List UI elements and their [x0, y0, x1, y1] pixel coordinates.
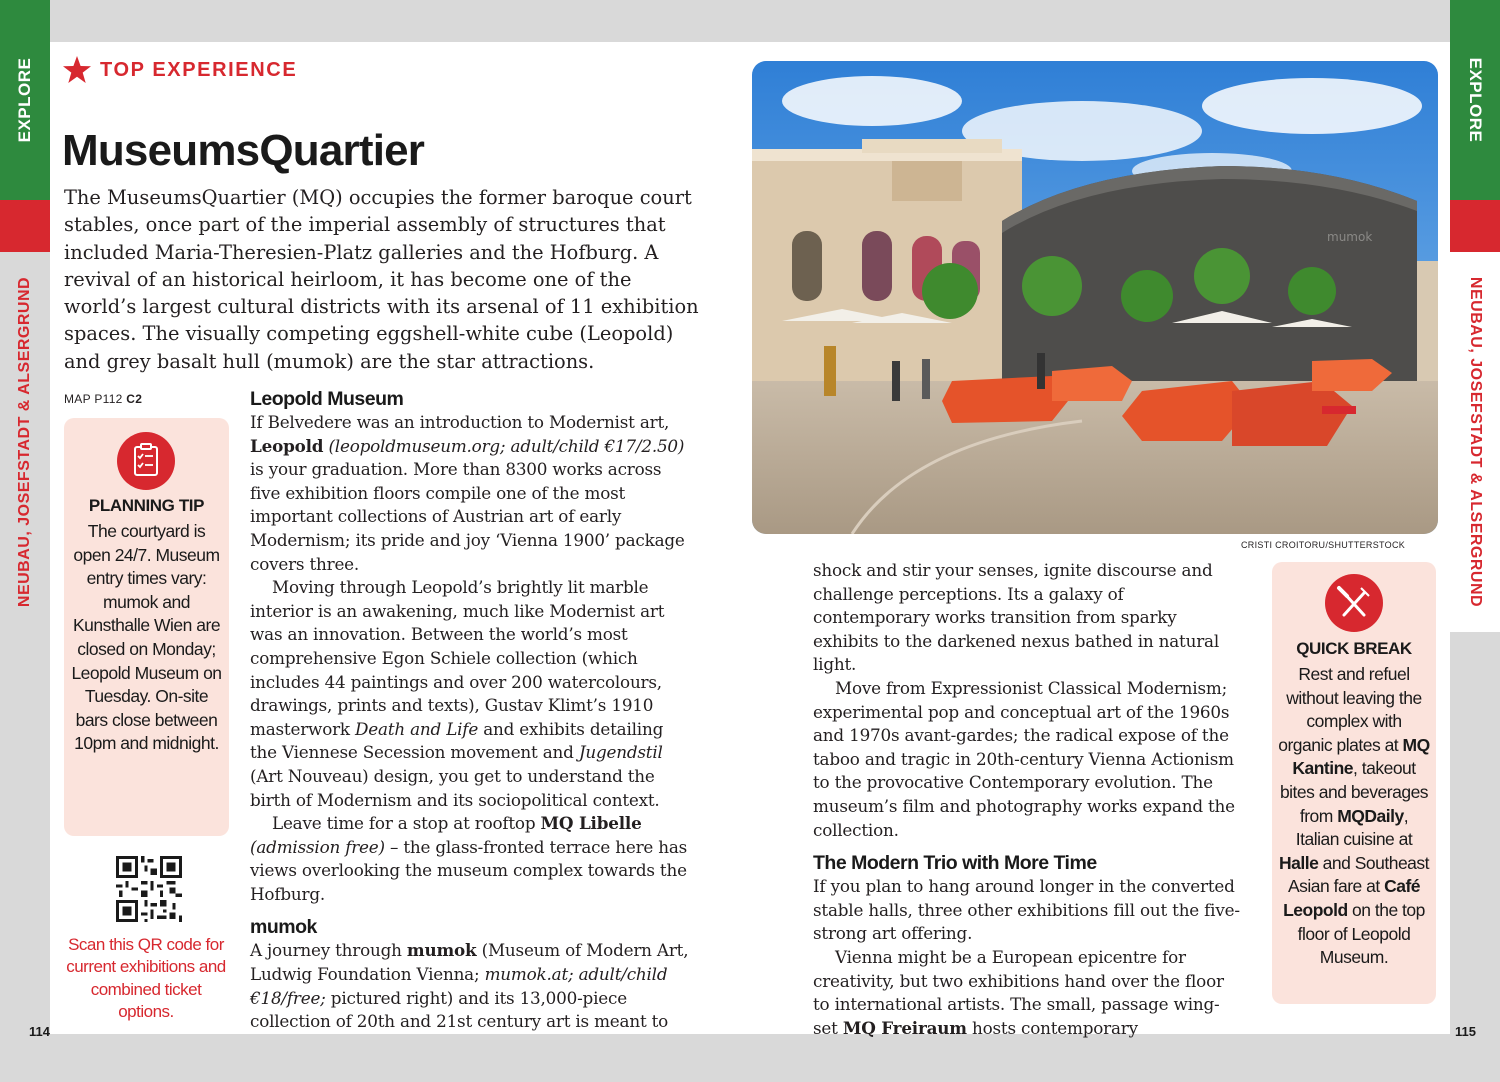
leopold-paragraph-1: If Belvedere was an introduction to Modernist art, Leopold (leopoldmuseum.org; adult/child €17/2.50) is your graduation. More than 8300 works across five exhibition floors compile one of the most important collections of Austrian art of early Modernism; its pride and joy ‘Vienna 1900’ package covers three. — [250, 412, 685, 574]
map-reference — [64, 392, 142, 406]
mumok-name: mumok — [406, 940, 477, 961]
planning-tip-body: The courtyard is open 24/7. Museum entry times vary: mumok and Kunsthalle Wien are closed on Monday; Leopold Museum on Tuesday. On-site bars close between 10pm and midnight. — [71, 521, 222, 754]
mq-freiraum-name: MQ Freiraum — [842, 1017, 967, 1038]
top-experience-kicker — [62, 55, 297, 85]
fork-knife-icon — [1325, 574, 1383, 632]
mq-libelle-name: MQ Libelle — [540, 813, 642, 834]
map-ref-label: MAP P112 — [64, 392, 123, 406]
leopold-heading: Leopold Museum — [250, 388, 404, 410]
planning-tip-box — [64, 418, 229, 836]
mumok-heading: mumok — [250, 916, 317, 939]
modern-trio-heading: The Modern Trio with More Time — [813, 852, 1097, 875]
leopold-paragraph-2: Moving through Leopold’s brightly lit marble interior is an awakening, much like Modernist art was an innovation. Between the world’s most comprehensive Egon Schiele collection (which includes 44 paintings and over 200 watercolours, drawings, prints and texts), Gustav Klimt’s 1910 masterwork Death and Life and exhibits detailing the Viennese Secession movement and Jugendstil (Art Nouveau) design, you get to understand the birth of Modernism and its sociopolitical context. — [250, 577, 665, 810]
quick-break-heading: QUICK BREAK — [1296, 639, 1412, 658]
planning-tip-heading: PLANNING TIP — [88, 496, 205, 515]
right-explore-tab — [1450, 0, 1500, 200]
leopold-name: Leopold — [250, 435, 324, 456]
page-number-left: 114 — [29, 1024, 50, 1039]
left-section-tab — [0, 252, 50, 632]
qr-caption: Scan this QR code for current exhibitions and combined ticket options. — [66, 935, 226, 1021]
article-column-left — [250, 387, 690, 1034]
quick-break-box — [1272, 562, 1436, 1004]
intro-paragraph: The MuseumsQuartier (MQ) occupies the former baroque court stables, once part of the imperial assembly of structures that included Maria-Theresien-Platz galleries and the Hofburg. A revival of an historical heirloom, it has become one of the world’s largest cultural districts with its arsenal of 11 exhibition spaces. The visually competing eggshell-white cube (Leopold) and grey basalt hull (mumok) are the star attractions. — [64, 186, 699, 373]
mumok-paragraph-2: shock and stir your senses, ignite discourse and challenge perceptions. Its a galaxy of contemporary works transition from sparky exhibits to the darkened nexus bathed in natural light. — [813, 560, 1219, 675]
right-explore-label: EXPLORE — [1466, 57, 1485, 143]
right-section-label: NEUBAU, JOSEFSTADT & ALSERGRUND — [1467, 276, 1484, 608]
kicker-label: TOP EXPERIENCE — [100, 58, 298, 81]
page-number-right: 115 — [1455, 1024, 1476, 1039]
trio-paragraph-1: If you plan to hang around longer in the converted stable halls, three other exhibitions fill out the five-strong art offering. — [813, 876, 1240, 944]
checklist-icon — [117, 432, 175, 490]
left-explore-label: EXPLORE — [15, 57, 34, 143]
museumsquartier-photo — [752, 61, 1438, 534]
photo-credit: CRISTI CROITORU/SHUTTERSTOCK — [1241, 540, 1406, 550]
left-explore-tab — [0, 0, 50, 200]
halle-name: Halle — [1278, 852, 1319, 873]
mqdaily-name: MQDaily — [1337, 805, 1404, 826]
page-title: MuseumsQuartier — [62, 126, 425, 175]
mumok-paragraph-3: Move from Expressionist Classical Modernism; experimental pop and conceptual art of the 1960s and 1970s avant-gardes; the radical expose of the taboo and tragic in 20th-century Vienna Actionism to the provocative Contemporary evolution. The museum’s film and photography works expand the collection. — [813, 677, 1235, 840]
mumok-sign: mumok — [1327, 230, 1373, 244]
mumok-paragraph-1: A journey through mumok (Museum of Modern Art, Ludwig Foundation Vienna; mumok.at; adult/child €18/free; pictured right) and its 13,000-piece collection of 20th and 21st century art is meant to — [250, 940, 689, 1032]
qr-code[interactable] — [116, 856, 182, 922]
right-section-tab — [1450, 252, 1500, 632]
mq-kantine-name: MQ Kantine — [1292, 734, 1430, 779]
article-column-right — [813, 559, 1243, 1040]
star-icon — [62, 55, 92, 85]
map-ref-grid: C2 — [126, 392, 143, 406]
left-section-label: NEUBAU, JOSEFSTADT & ALSERGRUND — [16, 276, 33, 608]
leopold-paragraph-3: Leave time for a stop at rooftop MQ Libelle (admission free) – the glass-fronted terrace here has views overlooking the museum complex towards the Hofburg. — [250, 813, 688, 904]
quick-break-body: Rest and refuel without leaving the complex with organic plates at MQ Kantine, takeout bites and beverages from MQDaily, Italian cuisine at Halle and Southeast Asian fare at Café Leopold on the top floor of Leopold Museum. — [1278, 664, 1430, 968]
left-red-tab — [0, 200, 50, 252]
trio-paragraph-2: Vienna might be a European epicentre for creativity, but two exhibitions hand over the floor to international artists. The small, passage wing-set MQ Freiraum hosts contemporary — [813, 946, 1224, 1038]
cafe-leopold-name: Café Leopold — [1283, 876, 1421, 920]
right-red-tab — [1450, 200, 1500, 252]
